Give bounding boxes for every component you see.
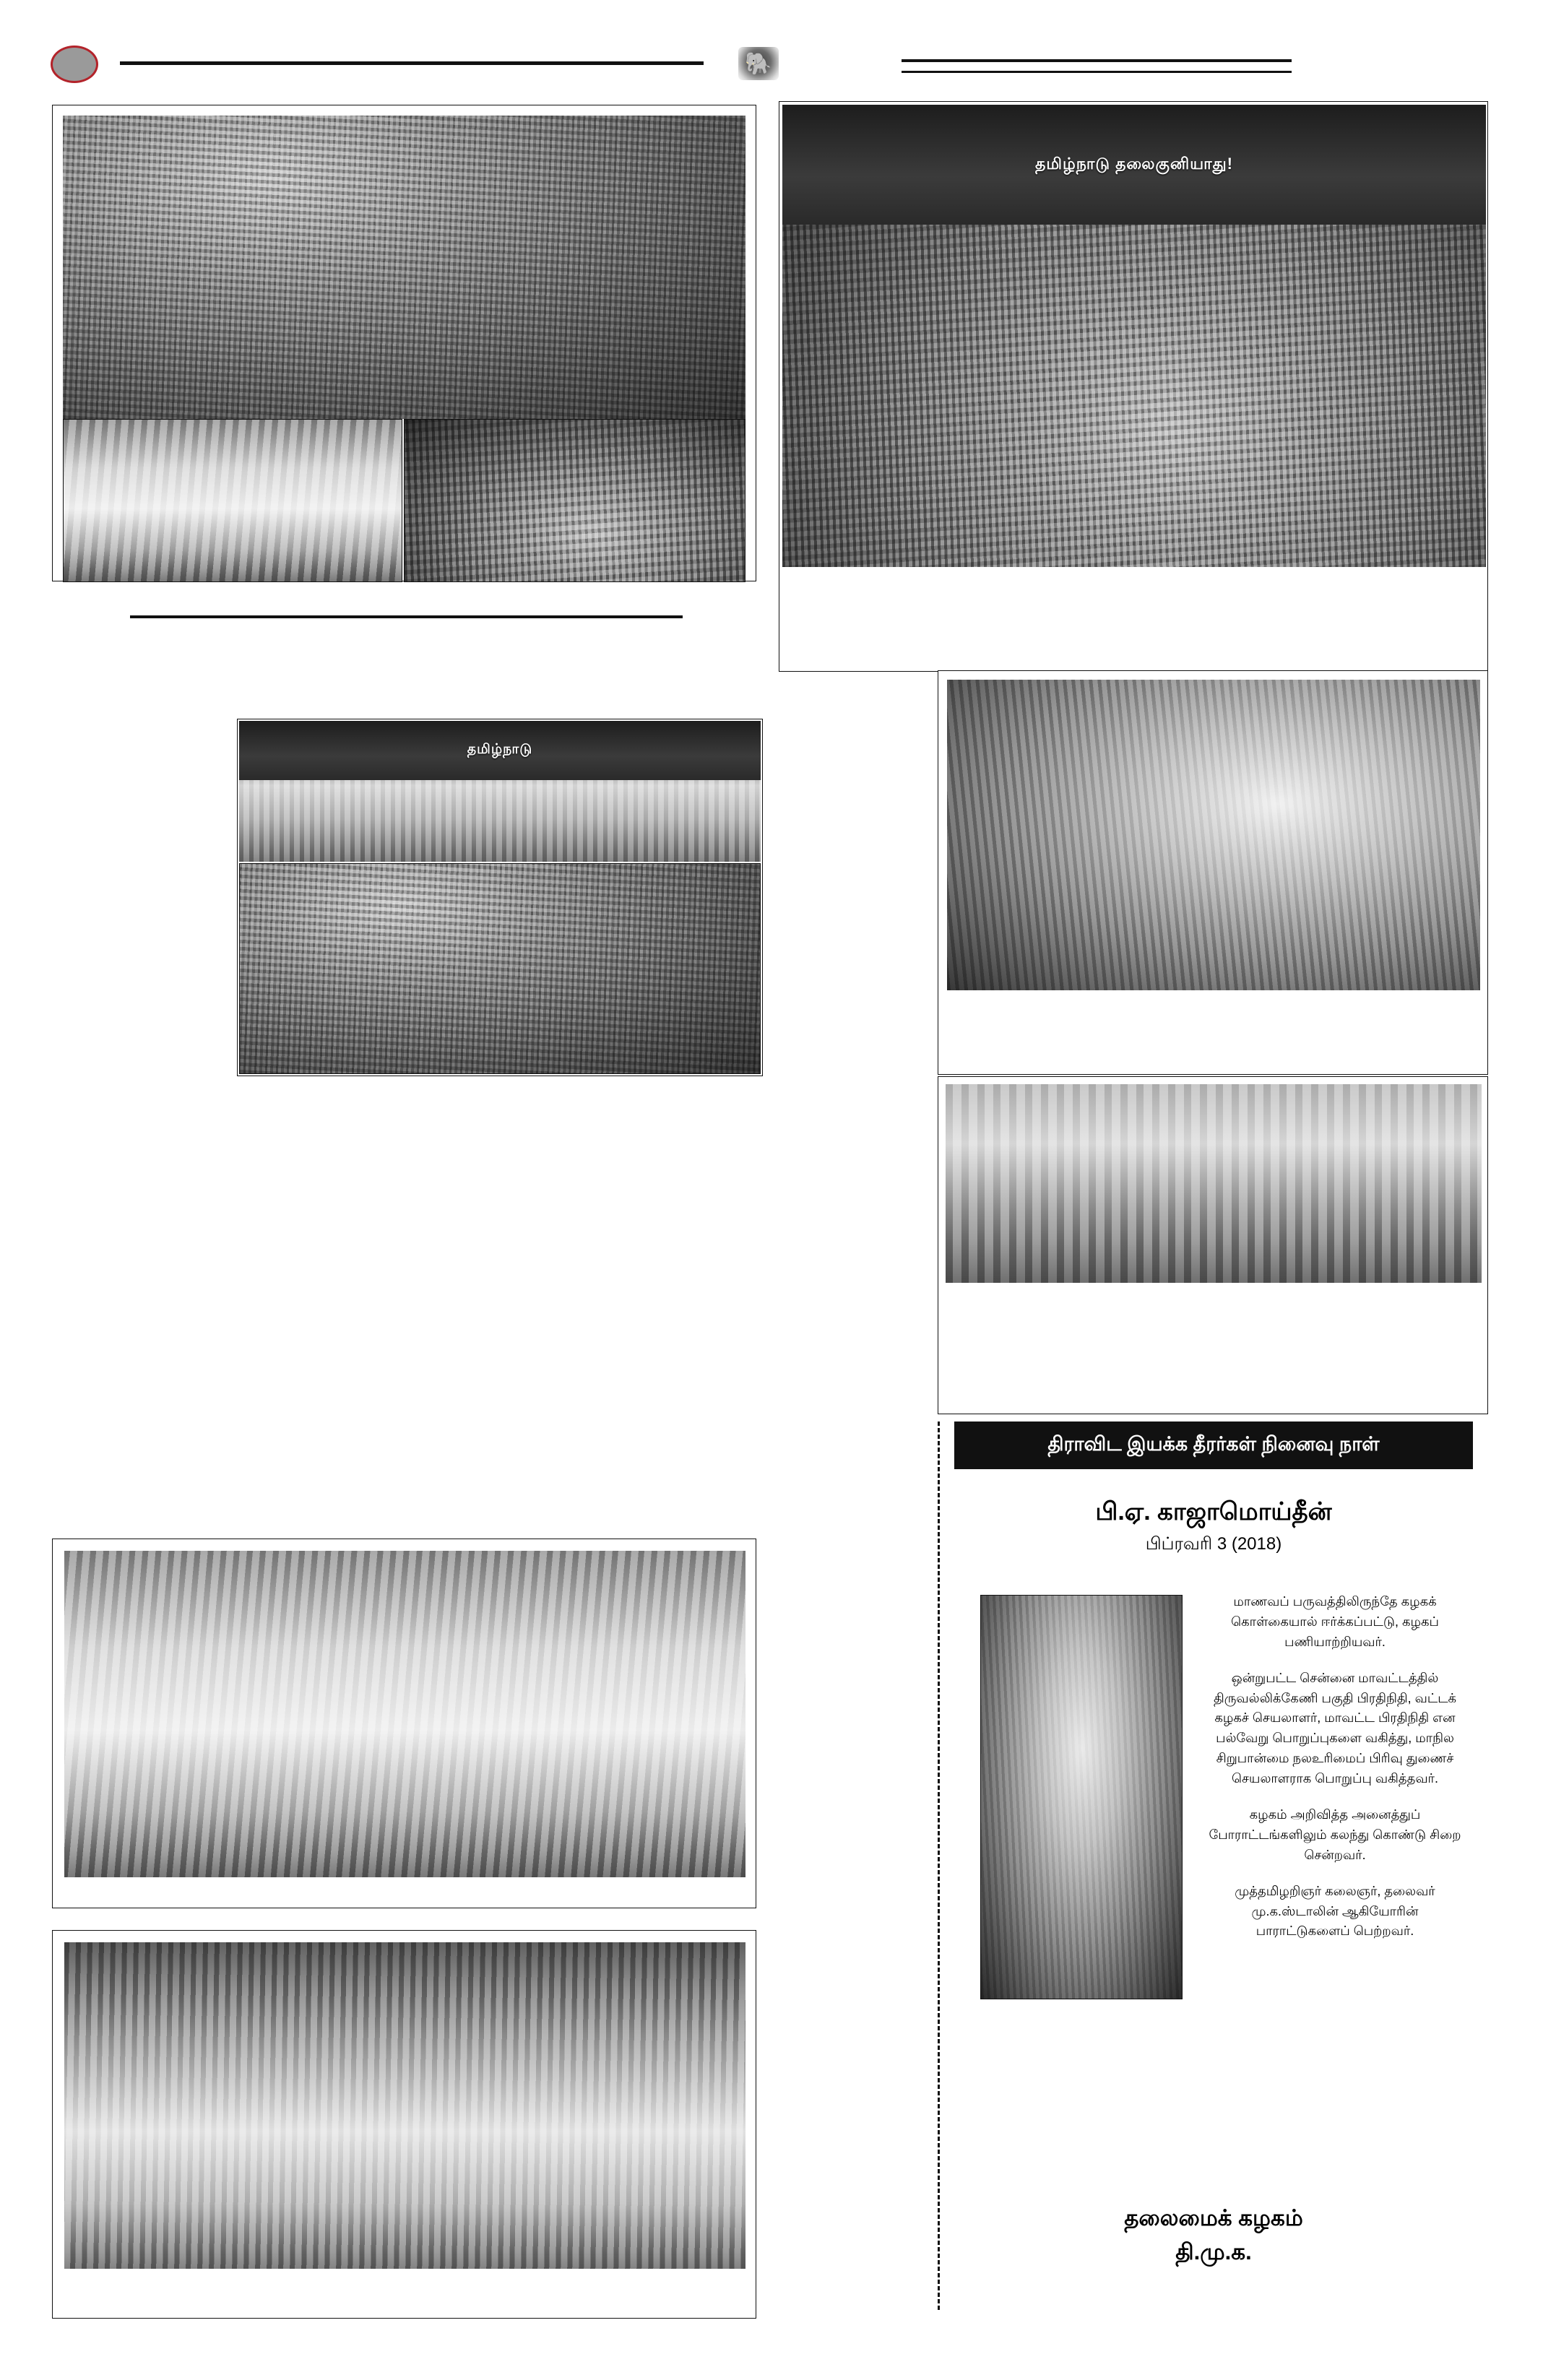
- obituary-name: பி.ஏ. காஜாமொய்தீன்: [1095, 1498, 1332, 1526]
- photo-block-bicycles: [938, 1076, 1488, 1414]
- photo-block-top-right: [779, 101, 1488, 672]
- masthead-rule-right-top: [902, 59, 1292, 62]
- circle-logo-icon: [51, 46, 98, 83]
- obituary-header: திராவிட இயக்க தீரர்கள் நினைவு நாள்: [954, 1421, 1473, 1469]
- obituary-footer: [954, 2202, 1473, 2269]
- stage-meeting-photo: [239, 721, 761, 862]
- obituary-paragraph: மாணவப் பருவத்திலிருந்தே கழகக் கொள்கையால் ஈர்க்கப்பட்டு, கழகப் பணியாற்றியவர்.: [1231, 1594, 1439, 1649]
- photo-block-stage: [237, 719, 763, 1076]
- obituary-paragraph: கழகம் அறிவித்த அனைத்துப் போராட்டங்களிலும் கலந்து கொண்டு சிறை சென்றவர்.: [1209, 1807, 1461, 1862]
- obituary-date: பிப்ரவரி 3 (2018): [1145, 1534, 1282, 1554]
- masthead-rule-left: [120, 61, 704, 65]
- bicycle-distribution-photo: [946, 1084, 1482, 1283]
- public-meeting-photo: [782, 105, 1486, 567]
- divider-rule-left: [130, 615, 683, 618]
- handshake-inset-photo: [63, 419, 402, 582]
- rally-group-photo: [63, 116, 745, 419]
- public-meeting-banner: [782, 105, 1486, 225]
- leaders-newspaper-photo: [64, 1551, 745, 1877]
- obituary-paragraph: ஒன்றுபட்ட சென்னை மாவட்டத்தில் திருவல்லிக்கேணி பகுதி பிரதிநிதி, வட்டக் கழகச் செயலாளர், மாவட்ட பிரதிநிதி என பல்வேறு பொறுப்புகளை வகித்து, மாநில சிறுபான்மை நலஉரிமைப் பிரிவு துணைச் செயலாளராக பொறுப்பு வகித்தவர்.: [1213, 1670, 1457, 1786]
- stage-banner-text: தமிழ்நாடு: [467, 741, 533, 757]
- elephant-emblem-icon: 🐘: [738, 47, 779, 80]
- masthead-rule-right-bottom: [902, 71, 1292, 73]
- photo-block-seated: [52, 1930, 756, 2319]
- obituary-body: [1209, 1592, 1461, 1957]
- obituary-footer-line-2: தி.மு.க.: [1175, 2238, 1252, 2264]
- photo-block-top-left: [52, 105, 756, 581]
- obituary-paragraph: முத்தமிழறிஞர் கலைஞர், தலைவர் மு.க.ஸ்டாலின் ஆகியோரின் பாராட்டுகளைப் பெற்றவர்.: [1235, 1883, 1435, 1939]
- public-meeting-banner-text: தமிழ்நாடு தலைகுனியாது!: [1035, 154, 1233, 173]
- seated-audience-inset-photo: [404, 419, 745, 582]
- obituary-footer-line-1: தலைமைக் கழகம்: [1124, 2205, 1303, 2230]
- stage-banner: [239, 721, 761, 780]
- masthead: [51, 40, 1488, 83]
- seated-leaders-photo: [64, 1942, 745, 2269]
- obituary-box: [938, 1421, 1487, 2310]
- garland-portrait-photo: [947, 680, 1480, 990]
- photo-block-garland: [938, 670, 1488, 1075]
- photo-block-leaders: [52, 1539, 756, 1908]
- crowd-photo: [239, 863, 761, 1074]
- obituary-portrait: [980, 1595, 1183, 1999]
